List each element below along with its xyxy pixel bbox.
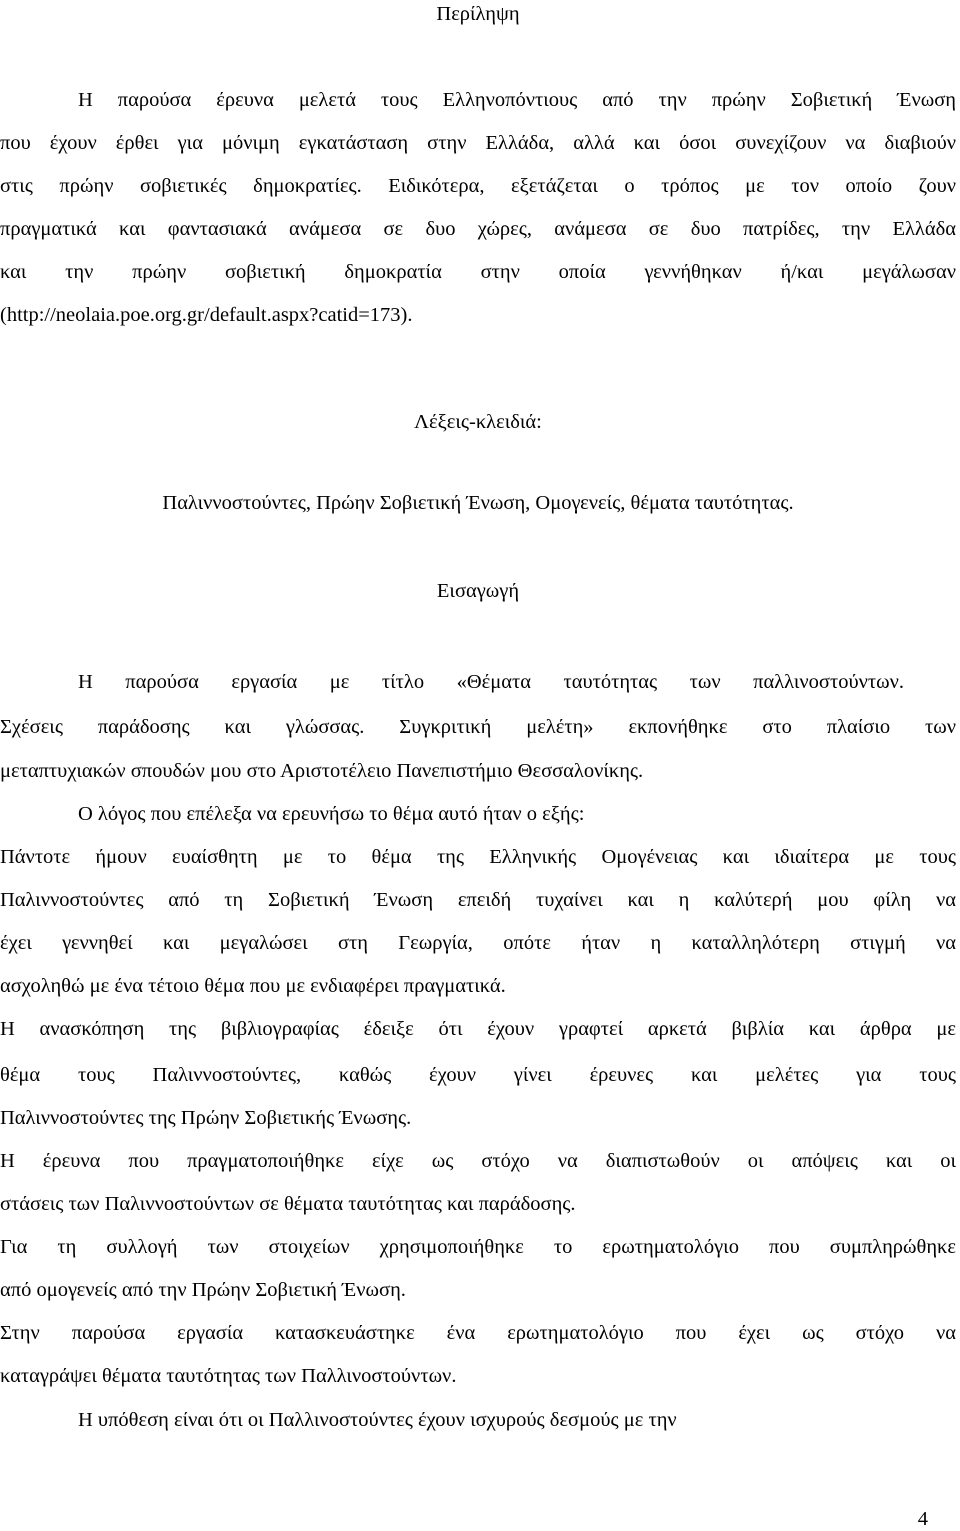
intro-line: έχει γεννηθεί και μεγαλώσει στη Γεωργία, οπότε ήταν η καταλληλότερη στιγμή να bbox=[0, 932, 956, 954]
intro-line: θέμα τους Παλιννοστούντες, καθώς έχουν γίνει έρευνες και μελέτες για τους bbox=[0, 1064, 956, 1086]
intro-line: στάσεις των Παλιννοστούντων σε θέματα ταυτότητας και παράδοσης. bbox=[0, 1193, 576, 1215]
intro-line: καταγράψει θέματα ταυτότητας των Παλλινοστούντων. bbox=[0, 1365, 457, 1387]
abstract-line: Η παρούσα έρευνα μελετά τους Ελληνοπόντιους από την πρώην Σοβιετική Ένωση bbox=[78, 89, 956, 111]
intro-line: Σχέσεις παράδοσης και γλώσσας. Συγκριτική μελέτη» εκπονήθηκε στο πλαίσιο των bbox=[0, 716, 956, 738]
introduction-heading: Εισαγωγή bbox=[436, 580, 520, 602]
intro-line: Για τη συλλογή των στοιχείων χρησιμοποιήθηκε το ερωτηματολόγιο που συμπληρώθηκε bbox=[0, 1236, 956, 1258]
keywords-text: Παλιννοστούντες, Πρώην Σοβιετική Ένωση, Ομογενείς, θέματα ταυτότητας. bbox=[162, 492, 794, 514]
intro-line: Στην παρούσα εργασία κατασκευάστηκε ένα ερωτηματολόγιο που έχει ως στόχο να bbox=[0, 1322, 956, 1344]
intro-line: Η ανασκόπηση της βιβλιογραφίας έδειξε ότι έχουν γραφτεί αρκετά βιβλία και άρθρα με bbox=[0, 1018, 956, 1040]
intro-line: Ο λόγος που επέλεξα να ερευνήσω το θέμα αυτό ήταν ο εξής: bbox=[78, 803, 585, 825]
abstract-line: στις πρώην σοβιετικές δημοκρατίες. Ειδικότερα, εξετάζεται ο τρόπος με τον οποίο ζουν bbox=[0, 175, 956, 197]
abstract-line: και την πρώην σοβιετική δημοκρατία στην οποία γεννήθηκαν ή/και μεγάλωσαν bbox=[0, 261, 956, 283]
intro-line: Η υπόθεση είναι ότι οι Παλλινοστούντες έχουν ισχυρούς δεσμούς με την bbox=[78, 1409, 677, 1431]
keywords-heading: Λέξεις-κλειδιά: bbox=[414, 411, 542, 433]
intro-line: Παλιννοστούντες από τη Σοβιετική Ένωση επειδή τυχαίνει και η καλύτερή μου φίλη να bbox=[0, 889, 956, 911]
abstract-line: που έχουν έρθει για μόνιμη εγκατάσταση στην Ελλάδα, αλλά και όσοι συνεχίζουν να διαβιούν bbox=[0, 132, 956, 154]
intro-line: μεταπτυχιακών σπουδών μου στο Αριστοτέλειο Πανεπιστήμιο Θεσσαλονίκης. bbox=[0, 760, 644, 782]
intro-line: ασχοληθώ με ένα τέτοιο θέμα που με ενδιαφέρει πραγματικά. bbox=[0, 975, 506, 997]
page-number: 4 bbox=[917, 1508, 928, 1530]
abstract-heading: Περίληψη bbox=[436, 3, 520, 25]
intro-line: Η έρευνα που πραγματοποιήθηκε είχε ως στόχο να διαπιστωθούν οι απόψεις και οι bbox=[0, 1150, 956, 1172]
abstract-url-line: (http://neolaia.poe.org.gr/default.aspx?catid=173). bbox=[0, 304, 413, 326]
intro-line: από ομογενείς από την Πρώην Σοβιετική Ένωση. bbox=[0, 1279, 406, 1301]
intro-line: Πάντοτε ήμουν ευαίσθητη με το θέμα της Ελληνικής Ομογένειας και ιδιαίτερα με τους bbox=[0, 846, 956, 868]
intro-line: Παλιννοστούντες της Πρώην Σοβιετικής Ένωσης. bbox=[0, 1107, 412, 1129]
intro-line: Η παρούσα εργασία με τίτλο «Θέματα ταυτότητας των παλλινοστούντων. bbox=[78, 671, 904, 693]
abstract-line: πραγματικά και φαντασιακά ανάμεσα σε δυο χώρες, ανάμεσα σε δυο πατρίδες, την Ελλάδα bbox=[0, 218, 956, 240]
